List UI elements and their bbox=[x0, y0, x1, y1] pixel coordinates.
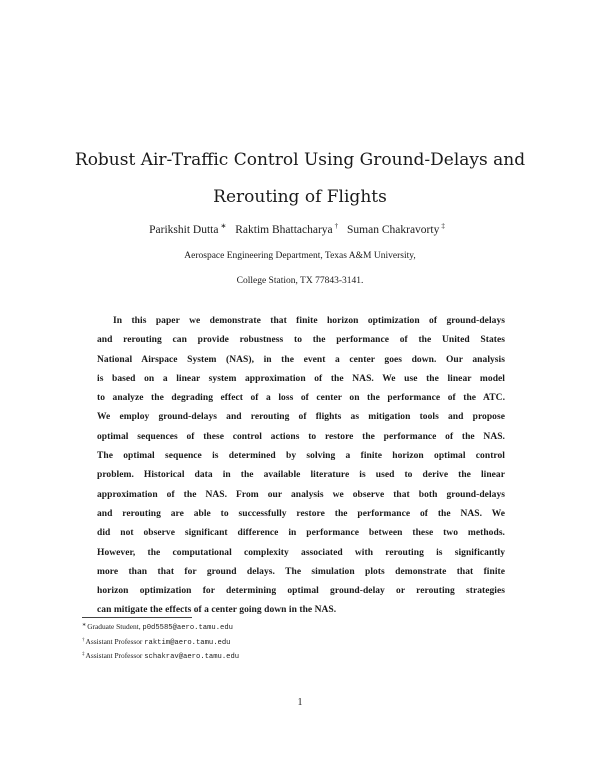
affiliation-line-2: College Station, TX 77843-3141. bbox=[236, 276, 364, 286]
footnote bbox=[82, 649, 239, 664]
abstract-line: In this paper we demonstrate that finite horizon optimization of ground-delays bbox=[113, 316, 505, 326]
footnote-email: p0d5585@aero.tamu.edu bbox=[142, 624, 233, 632]
abstract-line: National Airspace System (NAS), in the event a center goes down. Our analysis bbox=[97, 354, 505, 365]
author-mark: ‡ bbox=[441, 222, 445, 230]
abstract-line: problem. Historical data in the available literature is used to derive the linear bbox=[97, 470, 505, 481]
footnote-email: schakrav@aero.tamu.edu bbox=[144, 653, 240, 661]
footnote bbox=[82, 620, 239, 635]
abstract-line: is based on a linear system approximation of the NAS. We use the linear model bbox=[97, 373, 505, 384]
author-mark: ∗ bbox=[220, 222, 227, 230]
affiliation-line-1: Aerospace Engineering Department, Texas A&M University, bbox=[184, 251, 416, 261]
abstract-line: and rerouting can provide robustness to the performance of the United States bbox=[97, 335, 505, 346]
footnote-mark: ‡ bbox=[82, 652, 85, 657]
footnote-mark: ∗ bbox=[82, 623, 87, 628]
abstract-line: more than that for ground delays. The simulation plots demonstrate that finite bbox=[97, 566, 505, 577]
footnote-text: Assistant Professor bbox=[85, 636, 145, 646]
page-number: 1 bbox=[297, 697, 303, 708]
abstract-line: approximation of the NAS. From our analysis we observe that both ground-delays bbox=[97, 489, 505, 500]
author-mark: † bbox=[334, 222, 339, 230]
abstract bbox=[97, 312, 505, 621]
abstract-line: horizon optimization for determining optimal ground-delay or rerouting strategies bbox=[97, 586, 505, 597]
footnote bbox=[82, 635, 239, 650]
paper-title bbox=[40, 142, 560, 216]
title-line-1: Robust Air-Traffic Control Using Ground-Delays and bbox=[74, 150, 526, 170]
footnote-mark: † bbox=[82, 637, 85, 643]
footnote-text: Assistant Professor bbox=[85, 651, 145, 660]
footnote-rule bbox=[82, 617, 192, 618]
author-name: Suman Chakravorty bbox=[347, 224, 440, 236]
abstract-line: to analyze the degrading effect of a loss of center on the performance of the ATC. bbox=[97, 393, 505, 404]
abstract-line: can mitigate the effects of a center going down in the NAS. bbox=[97, 605, 337, 616]
footnotes bbox=[82, 620, 239, 664]
title-line-2: Rerouting of Flights bbox=[213, 187, 387, 207]
abstract-line: and rerouting are able to successfully restore the performance of the NAS. We bbox=[97, 508, 505, 519]
author-list bbox=[40, 222, 560, 236]
abstract-line: The optimal sequence is determined by solving a finite horizon optimal control bbox=[97, 451, 505, 462]
abstract-line: optimal sequences of these control actions to restore the performance of the NAS. bbox=[97, 431, 505, 442]
footnote-text: Graduate Student, bbox=[87, 622, 143, 631]
footnote-email: raktim@aero.tamu.edu bbox=[144, 638, 231, 647]
abstract-line: did not observe significant difference in performance between these two methods. bbox=[97, 528, 505, 539]
abstract-line: We employ ground-delays and rerouting of flights as mitigation tools and propose bbox=[97, 412, 505, 423]
abstract-line: However, the computational complexity associated with rerouting is significantly bbox=[97, 547, 505, 558]
author-name: Parikshit Dutta bbox=[149, 224, 219, 236]
author-name: Raktim Bhattacharya bbox=[235, 224, 333, 236]
